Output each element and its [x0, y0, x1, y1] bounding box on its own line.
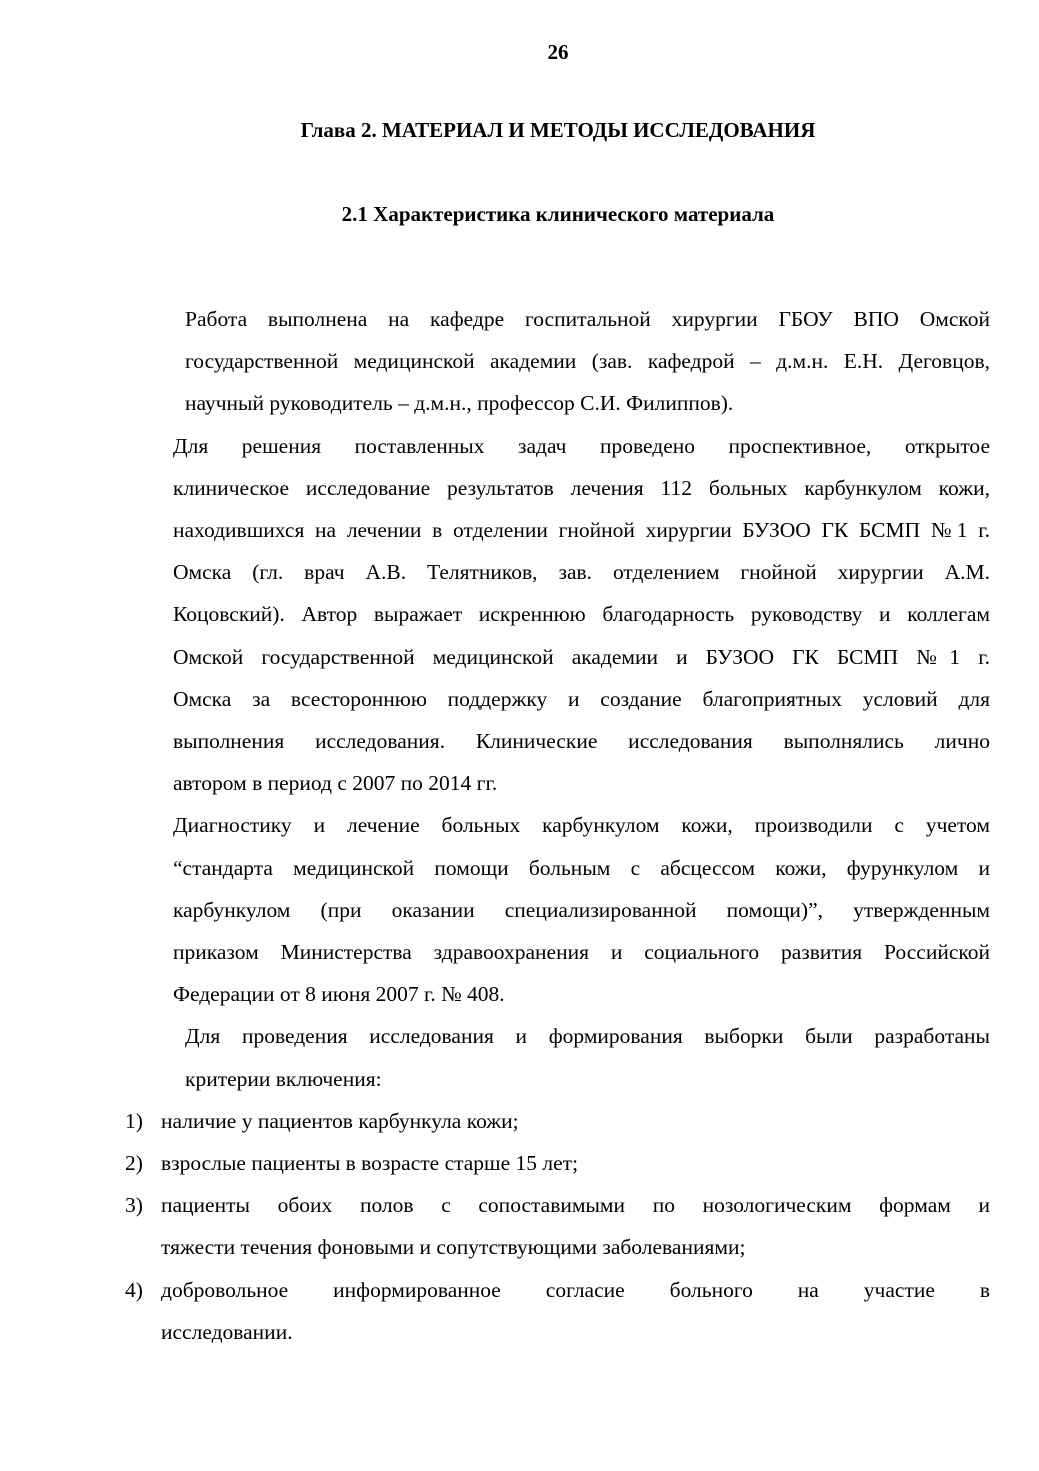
text-line: Работа выполнена на кафедре госпитальной хирургии ГБОУ ВПО Омской: [185, 307, 990, 331]
text-line: исследовании.: [161, 1319, 293, 1344]
paragraph-study: [125, 425, 990, 805]
text-line: взрослые пациенты в возрасте старше 15 лет;: [161, 1151, 579, 1176]
body-text: [125, 298, 990, 1353]
paragraph-criteria-intro: [125, 1015, 990, 1099]
list-text: [161, 1184, 990, 1268]
text-line: Омска (гл. врач А.В. Телятников, зав. отделением гнойной хирургии А.М.: [173, 560, 990, 585]
text-line: научный руководитель – д.м.н., профессор С.И. Филиппов).: [185, 391, 734, 416]
text-line: Федерации от 8 июня 2007 г. № 408.: [173, 982, 505, 1007]
text-line: государственной медицинской академии (зав. кафедрой – д.м.н. Е.Н. Деговцов,: [185, 349, 990, 374]
paragraph-intro: [125, 298, 990, 425]
text-line: приказом Министерства здравоохранения и социального развития Российской: [173, 940, 990, 965]
text-line: Для проведения исследования и формирования выборки были разработаны: [185, 1024, 990, 1049]
list-item: [125, 1142, 990, 1184]
list-number: 2): [125, 1151, 143, 1176]
list-number: 3): [125, 1193, 143, 1218]
text-line: Омска за всестороннюю поддержку и создание благоприятных условий для: [173, 686, 990, 711]
text-line: карбункулом (при оказании специализированной помощи)”, утвержденным: [173, 897, 990, 922]
chapter-title: Глава 2. МАТЕРИАЛ И МЕТОДЫ ИССЛЕДОВАНИЯ: [300, 118, 816, 142]
text-line: наличие у пациентов карбункула кожи;: [161, 1108, 519, 1133]
list-item: [125, 1184, 990, 1268]
paragraph-standard: [125, 804, 990, 1015]
text-line: находившихся на лечении в отделении гнойной хирургии БУЗОО ГК БСМП №1 г.: [173, 518, 990, 543]
list-text: [161, 1269, 990, 1353]
text-line: Коцовский). Автор выражает искреннюю благодарность руководству и коллегам: [173, 602, 990, 627]
text-line: Омской государственной медицинской академии и БУЗОО ГК БСМП №1 г.: [173, 644, 990, 669]
text-line: клиническое исследование результатов лечения 112 больных карбункулом кожи,: [173, 475, 990, 500]
text-line: “стандарта медицинской помощи больным с абсцессом кожи, фурункулом и: [173, 855, 990, 880]
text-line: пациенты обоих полов с сопоставимыми по нозологическим формам и: [161, 1193, 990, 1218]
text-line: критерии включения:: [185, 1066, 382, 1091]
list-number: 1): [125, 1108, 143, 1133]
list-text: [161, 1100, 990, 1142]
text-line: тяжести течения фоновыми и сопутствующими заболеваниями;: [161, 1235, 746, 1260]
section-title: 2.1 Характеристика клинического материала: [341, 202, 775, 226]
inclusion-criteria-list: [125, 1100, 990, 1353]
text-line: добровольное информированное согласие больного на участие в: [161, 1277, 990, 1302]
page-number: 26: [547, 40, 569, 64]
text-line: выполнения исследования. Клинические исследования выполнялись лично: [173, 729, 990, 754]
list-text: [161, 1142, 990, 1184]
text-line: автором в период с 2007 по 2014 гг.: [173, 771, 498, 796]
list-item: [125, 1269, 990, 1353]
text-line: Диагностику и лечение больных карбункулом кожи, производили с учетом: [173, 813, 990, 838]
list-item: [125, 1100, 990, 1142]
list-number: 4): [125, 1277, 143, 1302]
text-line: Для решения поставленных задач проведено проспективное, открытое: [173, 433, 990, 458]
